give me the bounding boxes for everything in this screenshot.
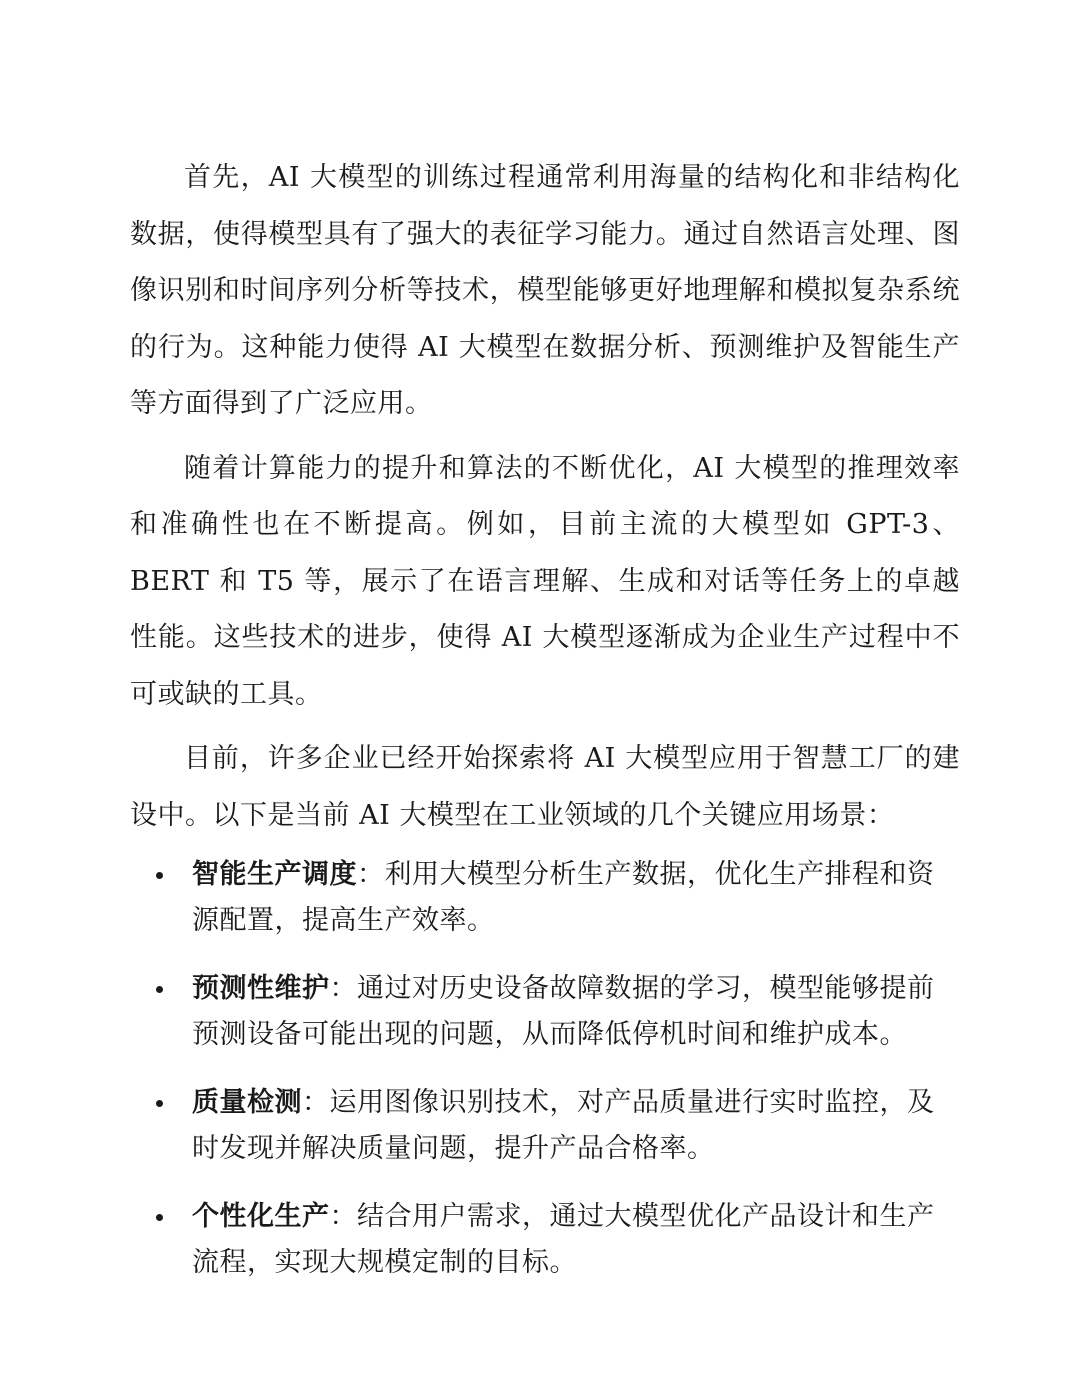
list-item — [130, 1194, 960, 1286]
bullet-separator: ： — [357, 859, 385, 890]
bullet-text: 运用图像识别技术，对产品质量进行实时监控，及时发现并解决质量问题，提升产品合格率。 — [192, 1087, 935, 1164]
bullet-title: 质量检测 — [192, 1087, 302, 1118]
bullet-title: 智能生产调度 — [192, 859, 357, 890]
list-item — [130, 966, 960, 1058]
bullet-separator: ： — [329, 1201, 357, 1232]
paragraph-intro: 首先，AI 大模型的训练过程通常利用海量的结构化和非结构化数据，使得模型具有了强大的表征学习能力。通过自然语言处理、图像识别和时间序列分析等技术，模型能够更好地理解和模拟复杂系统的行为。这种能力使得 AI 大模型在数据分析、预测维护及智能生产等方面得到了广泛应用。 — [130, 162, 960, 419]
bullet-separator: ： — [329, 973, 357, 1004]
bullet-text: 通过对历史设备故障数据的学习，模型能够提前预测设备可能出现的问题，从而降低停机时间和维护成本。 — [192, 973, 935, 1050]
bullet-icon — [156, 986, 163, 993]
bullet-separator: ： — [302, 1087, 330, 1118]
document-page — [130, 150, 960, 1308]
bullet-icon — [156, 1100, 163, 1107]
bullet-title: 个性化生产 — [192, 1201, 330, 1232]
bullet-icon — [156, 872, 163, 879]
bullet-title: 预测性维护 — [192, 973, 330, 1004]
list-item — [130, 852, 960, 944]
paragraph-progress: 随着计算能力的提升和算法的不断优化，AI 大模型的推理效率和准确性也在不断提高。例如，目前主流的大模型如 GPT-3、BERT 和 T5 等，展示了在语言理解、生成和对话等任务上的卓越性能。这些技术的进步，使得 AI 大模型逐渐成为企业生产过程中不可或缺的工具。 — [130, 452, 960, 710]
application-list — [130, 852, 960, 1286]
list-item — [130, 1080, 960, 1172]
bullet-text: 结合用户需求，通过大模型优化产品设计和生产流程，实现大规模定制的目标。 — [192, 1201, 935, 1278]
bullet-text: 利用大模型分析生产数据，优化生产排程和资源配置，提高生产效率。 — [192, 859, 935, 936]
bullet-icon — [156, 1214, 163, 1221]
paragraph-applications: 目前，许多企业已经开始探索将 AI 大模型应用于智慧工厂的建设中。以下是当前 AI 大模型在工业领域的几个关键应用场景： — [130, 743, 960, 831]
